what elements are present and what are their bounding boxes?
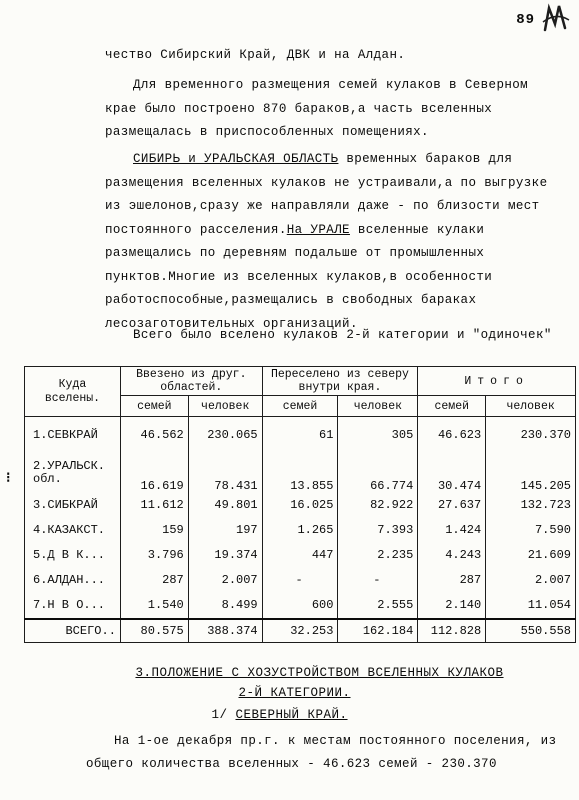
cell: 197 [188, 518, 262, 543]
header-destination: Куда вселены. [25, 367, 121, 417]
section-title-1: 3.ПОЛОЖЕНИЕ С ХОЗУСТРОЙСТВОМ ВСЕЛЕННЫХ КУЛАКОВ [135, 666, 504, 680]
cell: 1.424 [418, 518, 486, 543]
cell: 447 [262, 543, 338, 568]
table-row [25, 543, 576, 568]
cell: 2.007 [188, 568, 262, 593]
cell: 145.205 [486, 453, 576, 493]
table-row [25, 568, 576, 593]
cell: 16.025 [262, 493, 338, 518]
total-label: ВСЕГО.. [25, 619, 121, 643]
cell: 132.723 [486, 493, 576, 518]
subsection-prefix: 1/ [211, 708, 228, 722]
cell: 287 [418, 568, 486, 593]
subheader-families: семей [418, 396, 486, 417]
cell: 21.609 [486, 543, 576, 568]
cell: 230.065 [188, 417, 262, 453]
cell: 46.623 [418, 417, 486, 453]
section-heading-line1 [60, 666, 579, 680]
paragraph-1: чество Сибирский Край, ДВК и на Алдан. [105, 48, 406, 62]
cell: 287 [120, 568, 188, 593]
subheader-families: семей [120, 396, 188, 417]
header-total: Итого [418, 367, 576, 396]
cell: 11.054 [486, 593, 576, 619]
cell: 16.619 [120, 453, 188, 493]
paragraph-3 [105, 148, 567, 336]
subheader-families: семей [262, 396, 338, 417]
total-cell: 80.575 [120, 619, 188, 643]
header-relocated: Переселено из северу внутри края. [262, 367, 418, 396]
margin-mark: ⁝ [6, 471, 11, 487]
cell: 2.555 [338, 593, 418, 619]
row-name: 5.Д В К... [25, 543, 121, 568]
total-cell: 162.184 [338, 619, 418, 643]
cell: 49.801 [188, 493, 262, 518]
row-name: 3.СИБКРАЙ [25, 493, 121, 518]
cell: 82.922 [338, 493, 418, 518]
table-row [25, 493, 576, 518]
section-heading-line2 [10, 686, 579, 700]
total-cell: 550.558 [486, 619, 576, 643]
section-title-2: 2-Й КАТЕГОРИИ. [238, 686, 351, 700]
cell: 66.774 [338, 453, 418, 493]
row-name: 7.Н В О... [25, 593, 121, 619]
cell: - [262, 568, 338, 593]
total-cell: 112.828 [418, 619, 486, 643]
cell: 600 [262, 593, 338, 619]
row-name: 6.АЛДАН... [25, 568, 121, 593]
table-header-row [25, 367, 576, 396]
paragraph-2: Для временного размещения семей кулаков в Северном крае было построено 870 бараков,а часть вселенных размещалась в приспособленных помещениях. [105, 78, 536, 139]
table-row [25, 417, 576, 453]
cell: 46.562 [120, 417, 188, 453]
subheader-people: человек [486, 396, 576, 417]
cell: 19.374 [188, 543, 262, 568]
paragraph-3-text-a: временных бараков для размещения вселенных кулаков не устраивали,а по выгрузке из эшелонов,сразу же направляли даже - по близости мест постоянного расселения. [105, 152, 556, 237]
cell: 230.370 [486, 417, 576, 453]
cell: 1.540 [120, 593, 188, 619]
cell: 78.431 [188, 453, 262, 493]
bottom-paragraph: На 1-ое декабря пр.г. к местам постоянного поселения, из общего количества вселенных - 46.623 семей - 230.370 [86, 734, 565, 771]
table-row [25, 453, 576, 493]
cell: 159 [120, 518, 188, 543]
total-cell: 388.374 [188, 619, 262, 643]
row-name: 1.СЕВКРАЙ [25, 417, 121, 453]
cell: 27.637 [418, 493, 486, 518]
row-name: 2.УРАЛЬСК. обл. [25, 453, 121, 493]
subheader-people: человек [188, 396, 262, 417]
cell: 7.393 [338, 518, 418, 543]
cell: 2.235 [338, 543, 418, 568]
cell: 1.265 [262, 518, 338, 543]
total-cell: 32.253 [262, 619, 338, 643]
resettlement-table [24, 366, 576, 643]
cell: 8.499 [188, 593, 262, 619]
header-imported: Ввезено из друг. областей. [120, 367, 262, 396]
page-number: 89 [516, 12, 535, 28]
highlight-siberia-ural: СИБИРЬ и УРАЛЬСКАЯ ОБЛАСТЬ [133, 152, 339, 166]
cell: 3.796 [120, 543, 188, 568]
paragraph-4: Всего было вселено кулаков 2-й категории и "одиночек" [133, 328, 552, 342]
table-row [25, 518, 576, 543]
highlight-ural: На УРАЛЕ [286, 222, 350, 237]
cell: 2.140 [418, 593, 486, 619]
subsection-title: СЕВЕРНЫЙ КРАЙ. [235, 708, 348, 722]
cell: 305 [338, 417, 418, 453]
paragraph-3-text-b: вселенные кулаки размещались по деревням подальше от промышленных пунктов.Многие из вселенных кулаков,в особенности работоспособные,размещались в свободных бараках лесозаготовительных организаций. [105, 222, 501, 331]
cell: 13.855 [262, 453, 338, 493]
cell: 30.474 [418, 453, 486, 493]
table-total-row [25, 619, 576, 643]
cell: 4.243 [418, 543, 486, 568]
table-row [25, 593, 576, 619]
cell: 2.007 [486, 568, 576, 593]
row-name: 4.КАЗАКСТ. [25, 518, 121, 543]
archive-stamp-icon [539, 2, 573, 36]
cell: - [338, 568, 418, 593]
subheader-people: человек [338, 396, 418, 417]
cell: 7.590 [486, 518, 576, 543]
subsection-heading [0, 708, 579, 722]
cell: 61 [262, 417, 338, 453]
cell: 11.612 [120, 493, 188, 518]
